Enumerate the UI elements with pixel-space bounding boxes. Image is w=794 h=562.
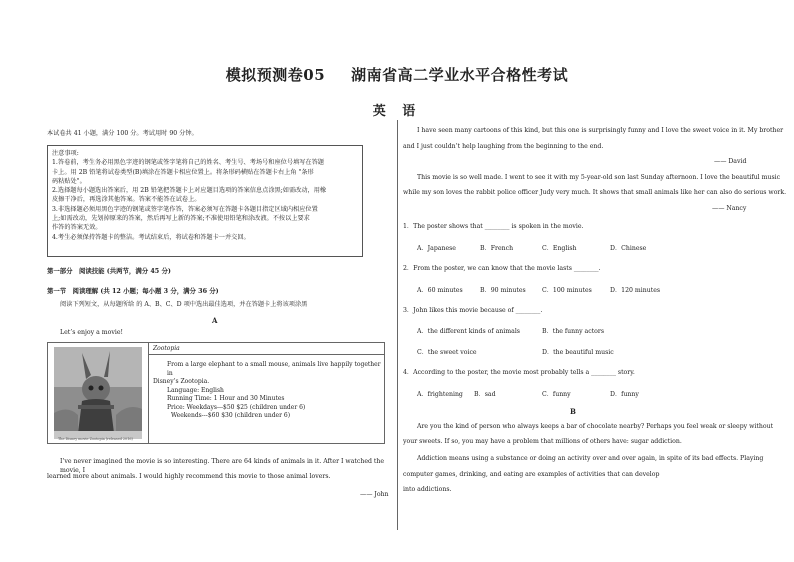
sign-nancy: —— Nancy <box>712 205 747 212</box>
notice-box <box>47 145 363 257</box>
notice-line: 4.考生必须保持答题卡的整洁。考试结束后，将试卷和答题卡一并交回。 <box>52 233 250 241</box>
passage-b-line: into addictions. <box>403 486 452 493</box>
q1-option-b[interactable]: B．French <box>480 245 514 252</box>
poster-desc-2: Disney’s Zootopia. <box>153 378 210 385</box>
question-3-stem: 3．John likes this movie because of ________. <box>403 307 543 314</box>
q4-option-c[interactable]: C．funny <box>542 391 571 398</box>
notice-line: 上;如需改动，先划掉原来的答案，然后再写上新的答案;不准使用铅笔和涂改液。不按以上要求 <box>52 215 310 223</box>
sign-david: —— David <box>714 158 747 165</box>
poster-language: Language: English <box>167 386 224 394</box>
notice-line: 码粘贴处"。 <box>52 177 86 185</box>
poster-image-cell <box>48 343 149 444</box>
passage-b-letter: B <box>570 407 576 416</box>
title-left: 模拟预测卷05 <box>225 66 326 84</box>
review-nancy-line-1: This movie is so well made. I went to see it with my 5-year-old son last Sunday afternoon. I love the beautiful music <box>417 174 781 181</box>
review-john-line-2: learned more about animals. I would highly recommend this movie to those animal lovers. <box>47 473 331 480</box>
section-heading: 第一节 阅读理解 (共 12 小题；每小题 3 分，满分 36 分) <box>47 287 219 295</box>
poster-details-cell <box>149 355 385 444</box>
q3-option-a[interactable]: A．the different kinds of animals <box>417 328 520 335</box>
zootopia-poster-image <box>48 343 148 443</box>
poster-desc-1: From a large elephant to a small mouse, animals live happily together in <box>167 361 381 377</box>
subject-title: 英 语 <box>372 104 422 119</box>
q2-option-a[interactable]: A．60 minutes <box>417 287 463 294</box>
sign-john: —— John <box>360 491 389 498</box>
poster-running-time: Running Time: 1 Hour and 30 Minutes <box>167 395 285 402</box>
notice-line: 1.答卷前，考生务必用黑色字迹的钢笔或签字笔将自己的姓名、考生号、考场号和座位号填写在答题 <box>52 159 324 167</box>
poster-price-weekdays: Price: Weekdays---$50 $25 (children under 6) <box>167 403 306 411</box>
notice-line: 皮擦干净后，再选涂其他答案。答案不能答在试卷上。 <box>52 196 201 204</box>
review-nancy-line-2: while my son loves the rabbit police officer Judy very much. It shows that small animals like her can also do serious work. <box>403 189 787 196</box>
title-right: 湖南省高二学业水平合格性考试 <box>351 66 569 84</box>
q3-option-c[interactable]: C．the sweet voice <box>417 349 477 356</box>
q3-option-b[interactable]: B．the funny actors <box>542 328 605 335</box>
movie-poster-table <box>47 342 385 444</box>
notice-line: 卡上。用 2B 铅笔将试卷类型(B)填涂在答题卡相应位置上。将条形码横贴在答题卡右上角 "条形 <box>52 168 314 176</box>
passage-a-letter: A <box>212 316 218 325</box>
passage-a-intro: Let’s enjoy a movie! <box>60 329 123 336</box>
passage-b-line: Are you the kind of person who always keeps a bar of chocolate nearby? Perhaps you feel weak or sleepy without <box>417 423 774 430</box>
question-4-stem: 4．According to the poster, the movie most probably tells a ________ story. <box>403 369 635 376</box>
notice-line: 2.选择题每小题选出答案后，用 2B 铅笔把答题卡上对应题目选项的答案信息点涂黑;如需改动，用橡 <box>52 187 327 195</box>
column-divider <box>397 120 398 530</box>
q4-option-b[interactable]: B．sad <box>474 391 496 398</box>
q4-option-a[interactable]: A．frightening <box>417 391 463 398</box>
review-david-line-2: and I just couldn’t help laughing from the beginning to the end. <box>403 143 604 150</box>
passage-b-line: computer games, drinking, and eating are examples of activities that can develop <box>403 471 660 478</box>
q2-option-b[interactable]: B．90 minutes <box>480 287 526 294</box>
question-2-stem: 2．From the poster, we can know that the movie lasts ________. <box>403 265 601 272</box>
q1-option-a[interactable]: A．Japanese <box>417 245 456 252</box>
poster-title: Zootopia <box>153 345 180 352</box>
poster-caption: The Disney movie Zootopia (released 2016) <box>58 437 133 441</box>
q2-option-c[interactable]: C．100 minutes <box>542 287 592 294</box>
notice-heading: 注意事项: <box>52 150 79 157</box>
notice-line: 作答的答案无效。 <box>52 224 102 232</box>
review-john-line-1: I’ve never imagined the movie is so interesting. There are 64 kinds of animals in it. After I watched the movie, I <box>60 458 385 474</box>
poster-price-weekends: Weekends---$60 $30 (children under 6) <box>171 412 291 419</box>
page-title <box>0 64 794 85</box>
q3-option-d[interactable]: D．the beautiful music <box>542 349 614 356</box>
question-1-stem: 1．The poster shows that ________ is spoken in the movie. <box>403 223 584 230</box>
q4-option-d[interactable]: D．funny <box>610 391 639 398</box>
passage-b-line: Addiction means using a substance or doing an activity over and over again, in spite of its bad effects. Playing <box>417 455 764 462</box>
q1-option-c[interactable]: C．English <box>542 245 577 252</box>
passage-b-line: your sweets. If so, you may have a problem that millions of others have: sugar addiction. <box>403 438 682 445</box>
exam-info: 本试卷共 41 小题，满分 100 分。考试用时 90 分钟。 <box>47 130 198 137</box>
instruction: 阅读下列短文，从每题所给 的 A、B、C、D 项中选出最佳选项，并在答题卡上将该项涂黑 <box>60 301 308 308</box>
q2-option-d[interactable]: D．120 minutes <box>610 287 661 294</box>
poster-title-cell <box>149 343 385 355</box>
q1-option-d[interactable]: D．Chinese <box>610 245 647 252</box>
notice-line: 3.非选择题必须用黑色字迹的钢笔或签字笔作答，答案必须写在答题卡各题目指定区域内相应位置 <box>52 205 318 213</box>
part-heading: 第一部分 阅读技能 (共两节，满分 45 分) <box>47 267 171 275</box>
review-david-line-1: I have seen many cartoons of this kind, but this one is surprisingly funny and I love the sweet voice in it. My brother <box>417 127 784 134</box>
